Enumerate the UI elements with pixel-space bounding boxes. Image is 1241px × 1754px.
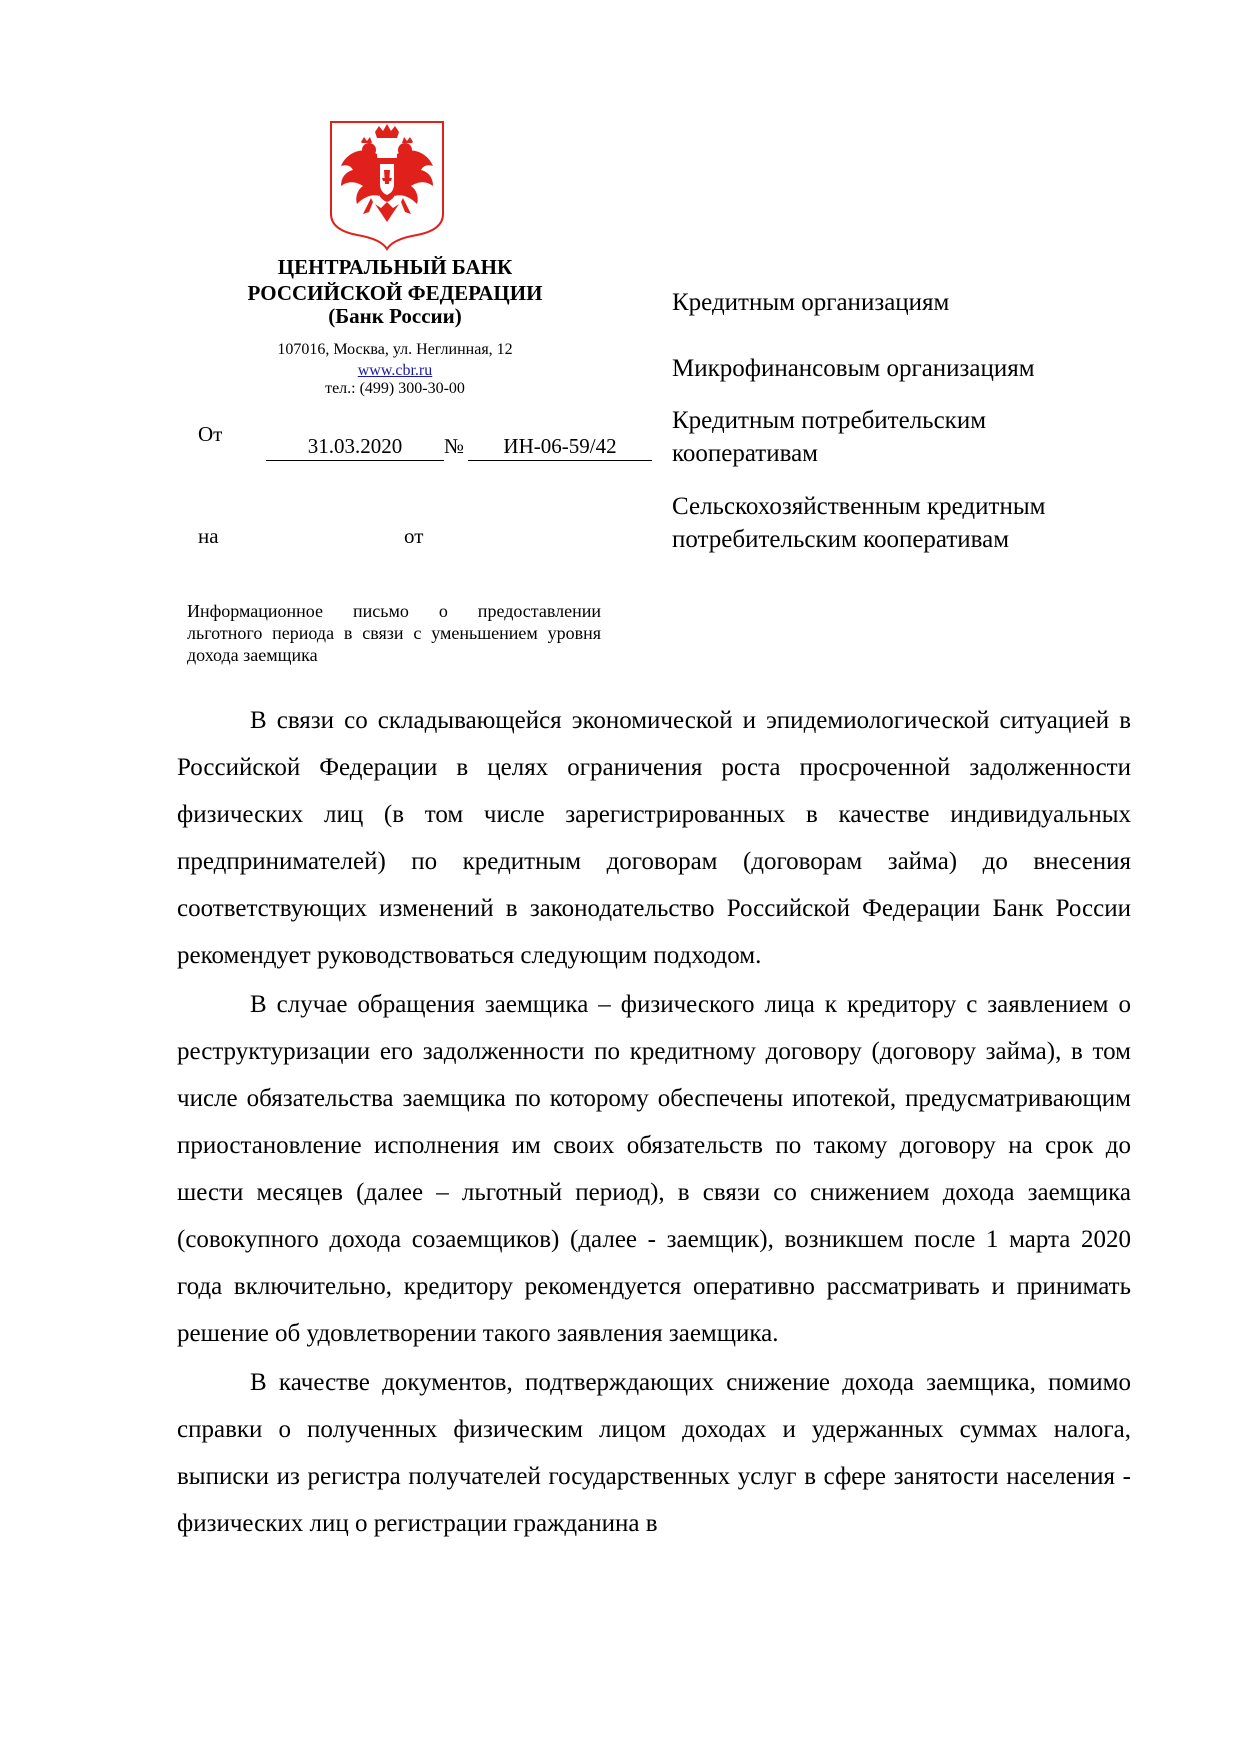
letter-number: ИН-06-59/42: [468, 433, 652, 461]
coat-of-arms-emblem: [327, 118, 447, 252]
body-paragraph-2: В случае обращения заемщика – физического лица к кредитору с заявлением о реструктуризации его задолженности по кредитному договору (договору займа), в том числе обязательства заемщика по которому обеспечены ипотекой, предусматривающим приостановление исполнения им своих обязательств по такому договору на срок до шести месяцев (далее – льготный период), в связи со снижением дохода заемщика (совокупного дохода созаемщиков) (далее - заемщик), возникшем после 1 марта 2020 года включительно, кредитору рекомендуется оперативно рассматривать и принимать решение об удовлетворении такого заявления заемщика.: [177, 991, 1131, 1347]
from-label: От: [198, 422, 223, 446]
recipient-credit-orgs: Кредитным организациям: [672, 289, 950, 316]
body-paragraph-1: В связи со складывающейся экономической и эпидемиологической ситуацией в Российской Федерации в целях ограничения роста просроченной задолженности физических лиц (в том числе зарегистрированных в качестве индивидуальных предпринимателей) по кредитным договорам (договорам займа) до внесения соответствующих изменений в законодательство Российской Федерации Банк России рекомендует руководствоваться следующим подходом.: [177, 707, 1131, 969]
number-sign: №: [444, 434, 465, 458]
org-short-name: (Банк России): [328, 304, 462, 328]
letter-date: 31.03.2020: [266, 433, 444, 461]
body-paragraph-3: В качестве документов, подтверждающих снижение дохода заемщика, помимо справки о полученных физическим лицом доходах и удержанных суммах налога, выписки из регистра получателей государственных услуг в сфере занятости населения - физических лиц о регистрации гражданина в: [177, 1369, 1131, 1537]
of-label: от: [404, 524, 424, 548]
letter-body: [177, 697, 1131, 1547]
letter-subject: Информационное письмо о предоставлении льготного периода в связи с уменьшением уровня дохода заемщика: [187, 601, 601, 665]
org-phone: тел.: (499) 300-30-00: [325, 380, 465, 397]
to-label: на: [198, 524, 219, 548]
recipient-credit-coops: Кредитным потребительским кооперативам: [672, 407, 987, 467]
recipient-agri-credit-coops: Сельскохозяйственным кредитным потребительским кооперативам: [672, 493, 1046, 553]
recipient-microfinance-orgs: Микрофинансовым организациям: [672, 355, 1035, 382]
org-website-link[interactable]: www.cbr.ru: [357, 362, 433, 379]
org-name-line1: ЦЕНТРАЛЬНЫЙ БАНК: [277, 255, 513, 279]
org-name-line2: РОССИЙСКОЙ ФЕДЕРАЦИИ: [247, 281, 543, 305]
org-website-row: [190, 361, 600, 381]
org-address: 107016, Москва, ул. Неглинная, 12: [277, 341, 513, 358]
